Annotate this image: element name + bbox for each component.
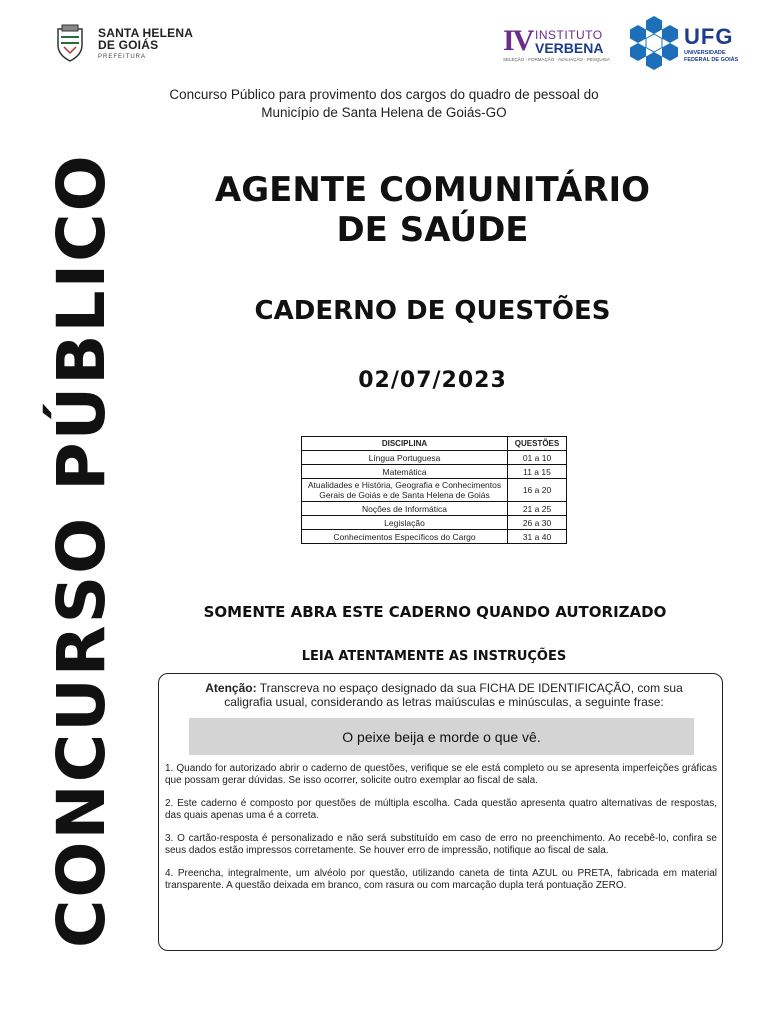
questions-cell: 11 a 15 [508,465,567,479]
instruction-item: 4. Preencha, integralmente, um alvéolo por questão, utilizando caneta de tinta AZUL ou PRETA, fabricada em material transparente. A questão deixada em branco, com rasura ou com marcação dupla terá pontuação ZERO. [165,868,717,891]
transcription-phrase: O peixe beija e morde o que vê. [189,718,694,755]
attention-note [189,681,699,709]
table-header-row [302,437,567,451]
authorization-warning: SOMENTE ABRA ESTE CADERNO QUANDO AUTORIZADO [203,603,667,621]
instruction-item: 2. Este caderno é composto por questões de múltipla escolha. Cada questão apresenta quatro alternativas de respostas, das quais apenas uma é a correta. [165,798,717,821]
municipality-name-line2: DE GOIÁS [98,37,159,52]
instituto-verbena-logo [503,24,613,66]
ufg-acronym: UFG [684,24,734,49]
table-row [302,502,567,516]
vertical-title: CONCURSO PÚBLICO [43,153,120,948]
institute-name: VERBENA [535,40,604,56]
attention-text: Transcreva no espaço designado da sua FICHA DE IDENTIFICAÇÃO, com sua caligrafia usual, considerando as letras maiúsculas e minúsculas, a seguinte frase: [224,681,683,709]
iv-mark: IV [503,24,533,57]
coat-of-arms-icon [50,23,90,63]
job-title [160,170,705,250]
exam-date: 02/07/2023 [358,368,507,393]
ufg-name-line2: FEDERAL DE GOIÁS [684,57,739,63]
institute-tagline: SELEÇÃO · FORMAÇÃO · AVALIAÇÃO · PESQUISA [503,57,610,62]
table-row [302,451,567,465]
subject-cell: Conhecimentos Específicos do Cargo [302,530,508,544]
ufg-hexagon-icon [626,14,682,70]
instruction-item: 1. Quando for autorizado abrir o caderno de questões, verifique se ele está completo ou se apresenta imperfeições gráficas que possam gerar dúvidas. Se isso ocorrer, solicite outro exemplar ao fiscal de sala. [165,763,717,786]
table-row [302,465,567,479]
subject-cell: Língua Portuguesa [302,451,508,465]
questions-cell: 16 a 20 [508,479,567,502]
contest-description-line1: Concurso Público para provimento dos cargos do quadro de pessoal do [169,87,599,102]
column-header-questions: QUESTÕES [508,437,567,451]
subject-cell: Matemática [302,465,508,479]
contest-description-line2: Município de Santa Helena de Goiás-GO [261,105,507,120]
questions-cell: 26 a 30 [508,516,567,530]
instruction-list [165,763,717,903]
municipality-subtitle: PREFEITURA [98,53,147,60]
instruction-item: 3. O cartão-resposta é personalizado e não será substituído em caso de erro no preenchimento. Ao recebê-lo, confira se seus dados estão impressos corretamente. Se houver erro de impressão, notifique ao fiscal de sala. [165,833,717,856]
questions-cell: 01 a 10 [508,451,567,465]
ufg-name-line1: UNIVERSIDADE [684,50,726,56]
table-row [302,530,567,544]
booklet-title: CADERNO DE QUESTÕES [254,296,611,326]
instructions-box [158,673,723,951]
institute-label: INSTITUTO [535,28,603,42]
questions-cell: 21 a 25 [508,502,567,516]
job-title-line2: DE SAÚDE [336,210,529,250]
subject-cell: Noções de Informática [302,502,508,516]
questions-cell: 31 a 40 [508,530,567,544]
column-header-subject: DISCIPLINA [302,437,508,451]
subjects-table [301,436,567,544]
municipality-name-line1: SANTA HELENA [98,25,194,40]
instructions-heading: LEIA ATENTAMENTE AS INSTRUÇÕES [301,649,567,664]
contest-description [120,86,648,122]
table-row [302,479,567,502]
job-title-line1: AGENTE COMUNITÁRIO [214,170,651,210]
municipality-logo [50,22,210,64]
subject-cell: Legislação [302,516,508,530]
ufg-logo [626,14,744,72]
table-row [302,516,567,530]
attention-label: Atenção: [205,681,257,695]
subject-cell: Atualidades e História, Geografia e Conhecimentos Gerais de Goiás e de Santa Helena de Goiás [302,479,508,502]
